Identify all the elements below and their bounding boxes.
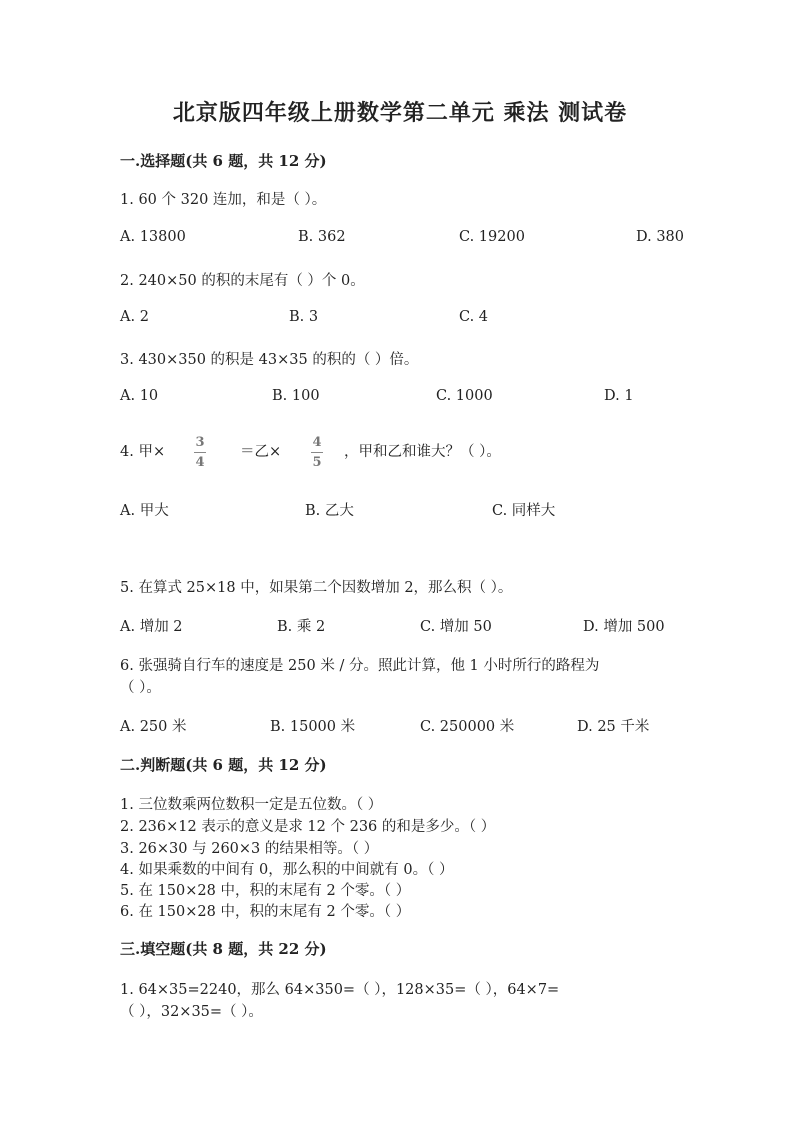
q5-option-a: A. 增加 2 (120, 619, 183, 635)
fraction-bar (194, 452, 206, 453)
q4-fraction-2 (311, 436, 323, 469)
tf-item-1: 1. 三位数乘两位数积一定是五位数。（ ） (120, 797, 383, 813)
q6-option-b: B. 15000 米 (270, 719, 356, 735)
tf-item-4: 4. 如果乘数的中间有 0，那么积的中间就有 0。（ ） (120, 862, 454, 878)
q1-option-a: A. 13800 (120, 229, 186, 245)
q4-option-a: A. 甲大 (120, 503, 169, 519)
fraction-denominator: 5 (312, 455, 322, 470)
q2-option-b: B. 3 (289, 309, 319, 325)
q6-option-a: A. 250 米 (120, 719, 187, 735)
question-1: 1. 60 个 320 连加，和是（ ）。 (120, 192, 327, 208)
fraction-numerator: 3 (195, 435, 205, 450)
page-title: 北京版四年级上册数学第二单元 乘法 测试卷 (172, 100, 628, 126)
tf-item-2: 2. 236×12 表示的意义是求 12 个 236 的和是多少。（ ） (120, 819, 496, 835)
q2-option-a: A. 2 (120, 309, 149, 325)
q4-suffix: ，甲和乙和谁大？（ ）。 (344, 444, 501, 460)
section-heading-choice: 一.选择题(共 6 题，共 12 分) (120, 152, 327, 170)
q4-option-b: B. 乙大 (305, 503, 354, 519)
q3-option-b: B. 100 (272, 388, 320, 404)
q1-option-b: B. 362 (298, 229, 346, 245)
q5-option-b: B. 乘 2 (277, 619, 326, 635)
tf-item-6: 6. 在 150×28 中，积的末尾有 2 个零。（ ） (120, 904, 411, 920)
q6-option-d: D. 25 千米 (577, 719, 650, 735)
q2-option-c: C. 4 (459, 309, 489, 325)
q1-option-d: D. 380 (636, 229, 685, 245)
fraction-numerator: 4 (312, 435, 322, 450)
q5-option-d: D. 增加 500 (583, 619, 665, 635)
q5-option-c: C. 增加 50 (420, 619, 492, 635)
q6-option-c: C. 250000 米 (420, 719, 515, 735)
fraction-denominator: 4 (195, 455, 205, 470)
section-heading-fill-blank: 三.填空题(共 8 题，共 22 分) (120, 940, 327, 958)
tf-item-5: 5. 在 150×28 中，积的末尾有 2 个零。（ ） (120, 883, 411, 899)
q4-mid: ＝乙× (240, 444, 282, 460)
question-3: 3. 430×350 的积是 43×35 的积的（ ）倍。 (120, 352, 419, 368)
q3-option-c: C. 1000 (436, 388, 493, 404)
q4-prefix: 4. 甲× (120, 444, 166, 460)
q4-option-c: C. 同样大 (492, 503, 556, 519)
question-5: 5. 在算式 25×18 中，如果第二个因数增加 2，那么积（ ）。 (120, 580, 513, 596)
q3-option-d: D. 1 (604, 388, 634, 404)
fill-question-1-line-2: （ ），32×35=（ ）。 (120, 1004, 263, 1020)
q3-option-a: A. 10 (120, 388, 159, 404)
question-2: 2. 240×50 的积的末尾有（ ）个 0。 (120, 273, 365, 289)
q4-fraction-1 (194, 436, 206, 469)
fill-question-1-line-1: 1. 64×35=2240，那么 64×350=（ ），128×35=（ ），64×7= (120, 982, 560, 998)
section-heading-true-false: 二.判断题(共 6 题，共 12 分) (120, 756, 327, 774)
question-6-line-1: 6. 张强骑自行车的速度是 250 米 / 分。照此计算，他 1 小时所行的路程为 (120, 658, 600, 674)
tf-item-3: 3. 26×30 与 260×3 的结果相等。（ ） (120, 841, 379, 857)
q1-option-c: C. 19200 (459, 229, 525, 245)
fraction-bar (311, 452, 323, 453)
question-6-line-2: （ ）。 (120, 680, 161, 696)
